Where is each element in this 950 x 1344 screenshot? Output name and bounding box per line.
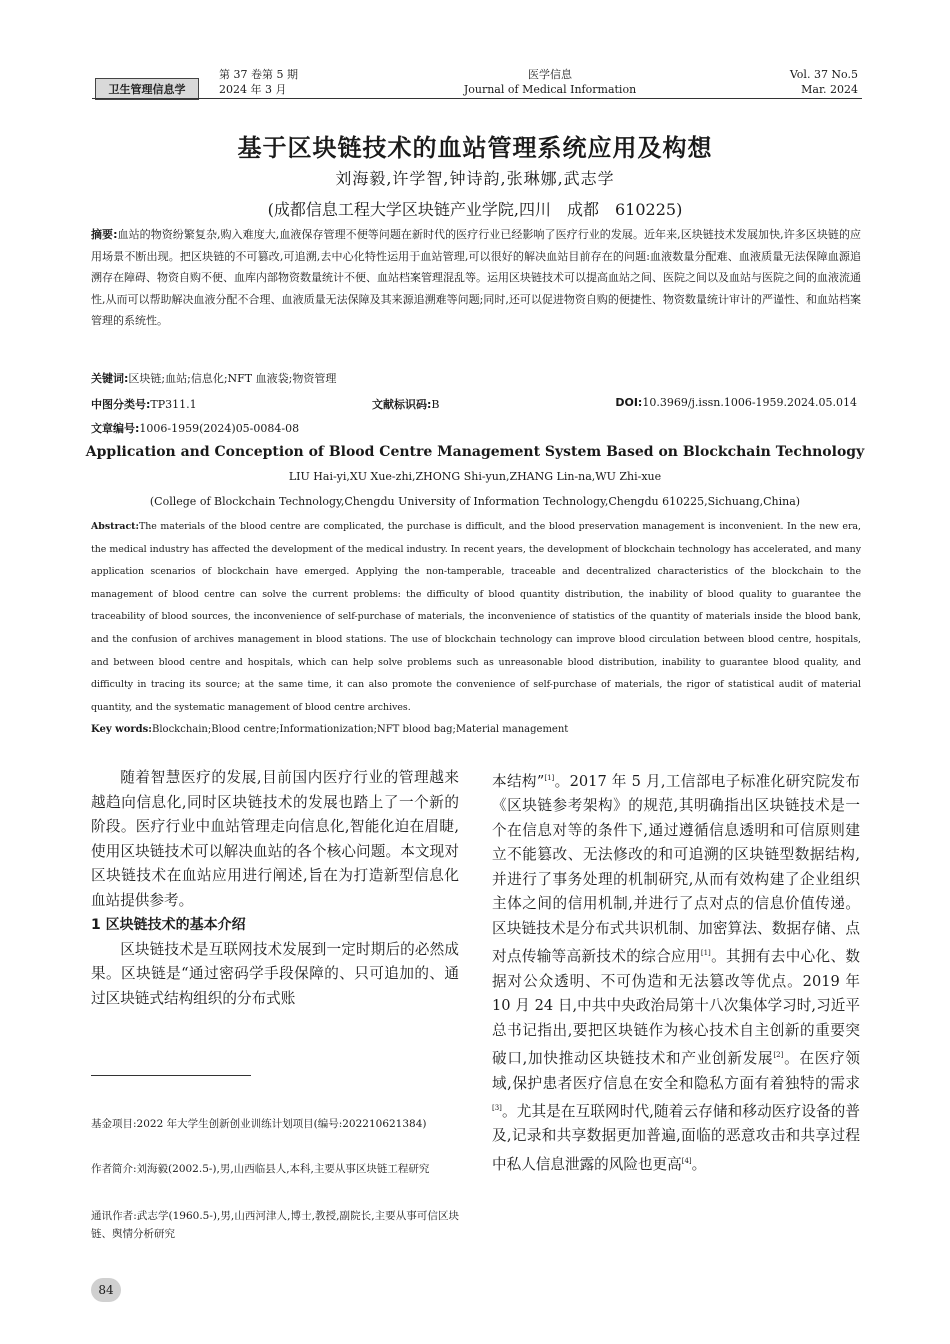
- article-number: [91, 420, 299, 436]
- abstract-en: [91, 516, 861, 719]
- footnote-rule: [91, 1075, 251, 1076]
- abstract-zh-text: 血站的物资纷繁复杂,购入难度大,血液保存管理不便等问题在新时代的医疗行业已经影响了医疗行业的发展。近年来,区块链技术发展加快,许多区块链的应用场景不断出现。把区块链的不可篡改,可追溯,去中心化特性运用于血站管理,可以很好的解决血站目前存在的问题:血液数量分配难、血液质量无法保障血源追溯存在障碍、物资自购不便、血库内部物资数量统计不便、血站档案管理混乱等。运用区块链技术可以提高血站之间、医院之间以及血站与医院之间的血液流通性,从而可以帮助解决血液分配不合理、血液质量无法保障及其来源追溯难等问题;同时,还可以促进物资自购的便捷性、物资数量统计审计的严谨性、和血站档案管理的系统性。: [91, 228, 861, 328]
- right-text-1: 本结构”: [492, 772, 545, 790]
- abstract-en-label: Abstract:: [91, 521, 139, 532]
- date-en: Mar. 2024: [801, 83, 858, 96]
- journal-name-en: Journal of Medical Information: [463, 83, 637, 96]
- footnote-author: 作者简介:刘海毅(2002.5-),男,山西临县人,本科,主要从事区块链工程研究: [91, 1163, 430, 1175]
- volume-zh: 第 37 卷第 5 期: [219, 68, 298, 81]
- intro-paragraph: 随着智慧医疗的发展,目前国内医疗行业的管理越来越趋向信息化,同时区块链技术的发展也踏上了一个新的阶段。医疗行业中血站管理走向信息化,智能化迫在眉睫,使用区块链技术可以解决血站的各个核心问题。本文现对区块链技术在血站应用进行阐述,旨在为打造新型信息化血站提供参考。: [91, 769, 459, 909]
- date-zh: 2024 年 3 月: [219, 83, 287, 96]
- clc-number: [91, 396, 197, 412]
- header-right: [790, 67, 858, 97]
- body-left-column: [91, 766, 459, 1011]
- citation-ref: [1]: [544, 774, 555, 782]
- keywords-en-label: Key words:: [91, 724, 152, 735]
- affiliation-zh: (成都信息工程大学区块链产业学院,四川 成都 610225): [267, 200, 683, 219]
- abstract-zh-label: 摘要:: [91, 228, 118, 241]
- keywords-en: [91, 724, 568, 735]
- abstract-en-text: The materials of the blood centre are complicated, the purchase is difficult, and the blood preservation management is inconvenient. In the new era, the medical industry has affected the development of the medical industry. In recent years, the development of blockchain technology has accelerated, and many application scenarios of blockchain have emerged. Applying the non-tamperable, traceable and decentralized characteristics of the blockchain to the management of blood centre can solve the current problems: the difficulty of blood quantity distribution, the inability of blood quality to guarantee the traceability of blood sources, the inconvenience of self-purchase of materials, the inconvenience of statistics of the quantity of materials inside the blood bank, and the confusion of archives management in blood stations. The use of blockchain technology can improve blood circulation between blood centre, hospitals, and between blood centre and hospitals, which can help solve problems such as unreasonable blood distribution, inability to guarantee blood quality, and difficulty in tracing its source; at the same time, it can also promote the convenience of self-purchase of materials, the rigor of statistical audit of material quantity, and the systematic management of blood centre archives.: [91, 521, 861, 713]
- abstract-zh: [91, 224, 861, 332]
- citation-ref: [2]: [773, 1051, 784, 1060]
- doi-label: DOI:: [615, 396, 643, 409]
- keywords-en-text: Blockchain;Blood centre;Informationization;NFT blood bag;Material management: [152, 724, 569, 735]
- citation-ref: [3]: [492, 1104, 502, 1113]
- right-paragraph: [492, 766, 860, 1177]
- header-center: [380, 67, 720, 97]
- page-number: 84: [91, 1278, 121, 1302]
- citation-ref: [1]: [700, 949, 711, 958]
- clc-label: 中图分类号:: [91, 398, 151, 411]
- right-text-6: 。: [691, 1155, 707, 1173]
- volume-en: Vol. 37 No.5: [789, 68, 858, 81]
- doi: [615, 396, 857, 409]
- keywords-zh: [91, 370, 336, 386]
- authors-en: LIU Hai-yi,XU Xue-zhi,ZHONG Shi-yun,ZHANG Lin-na,WU Zhi-xue: [288, 470, 662, 483]
- footnote-fund: 基金项目:2022 年大学生创新创业训练计划项目(编号:202210621384): [91, 1118, 427, 1130]
- right-text-3: 。其拥有去中心化、数据对公众透明、不可伪造和无法篡改等优点。2019 年 10 月 24 日,中共中央政治局第十八次集体学习时,习近平总书记指出,要把区块链作为核心技术自主创新的重要突破口,加快推动区块链技术和产业创新发展: [492, 948, 860, 1068]
- authors-zh: 刘海毅,许学智,钟诗韵,张琳娜,武志学: [335, 169, 615, 188]
- journal-name-zh: 医学信息: [528, 68, 572, 81]
- right-text-5: 。尤其是在互联网时代,随着云存储和移动医疗设备的普及,记录和共享数据更加普遍,面临的恶意攻击和共享过程中私人信息泄露的风险也更高: [492, 1102, 860, 1173]
- header-rule: [92, 98, 862, 99]
- paper-title-en: Application and Conception of Blood Centre Management System Based on Blockchain Technology: [85, 444, 865, 460]
- article-number-label: 文章编号:: [91, 422, 140, 435]
- citation-ref: [4]: [681, 1156, 692, 1165]
- section-1-paragraph: 区块链技术是互联网技术发展到一定时期后的必然成果。区块链是“通过密码学手段保障的、只可追加的、通过区块链式结构组织的分布式账: [91, 940, 459, 1007]
- section-1-heading: 1 区块链技术的基本介绍: [91, 917, 246, 933]
- right-text-4: 。在医疗领域,保护患者医疗信息在安全和隐私方面有着独特的需求: [492, 1050, 860, 1092]
- header-left: [219, 67, 298, 97]
- footnote-corresponding: 通讯作者:武志学(1960.5-),男,山西河津人,博士,教授,副院长,主要从事可信区块链、舆情分析研究: [91, 1210, 459, 1240]
- keywords-zh-text: 区块链;血站;信息化;NFT 血液袋;物资管理: [128, 372, 337, 385]
- keywords-zh-label: 关键词:: [91, 372, 129, 385]
- journal-section-tag: 卫生管理信息学: [95, 78, 199, 100]
- body-right-column: [492, 766, 860, 1177]
- doc-code-value: B: [431, 398, 440, 411]
- right-text-2: 。2017 年 5 月,工信部电子标准化研究院发布《区块链参考架构》的规范,其明确指出区块链技术是一个在信息对等的条件下,通过遵循信息透明和可信原则建立不能篡改、无法修改的和可追溯的区块链型数据结构,并进行了事务处理的机制研究,从而有效构建了企业组织主体之间的信用机制,并进行了点对点的信息价值传递。区块链技术是分布式共识机制、加密算法、数据存储、点对点传输等高新技术的综合应用: [492, 772, 861, 966]
- doc-code-label: 文献标识码:: [372, 398, 432, 411]
- doi-value: 10.3969/j.issn.1006-1959.2024.05.014: [642, 396, 857, 409]
- affiliation-en: (College of Blockchain Technology,Chengdu University of Information Technology,Chengdu 610225,Sichuang,China): [149, 495, 801, 508]
- article-number-value: 1006-1959(2024)05-0084-08: [139, 422, 300, 435]
- clc-value: TP311.1: [150, 398, 197, 411]
- document-code: [372, 396, 440, 412]
- paper-title-zh: 基于区块链技术的血站管理系统应用及构想: [237, 134, 713, 162]
